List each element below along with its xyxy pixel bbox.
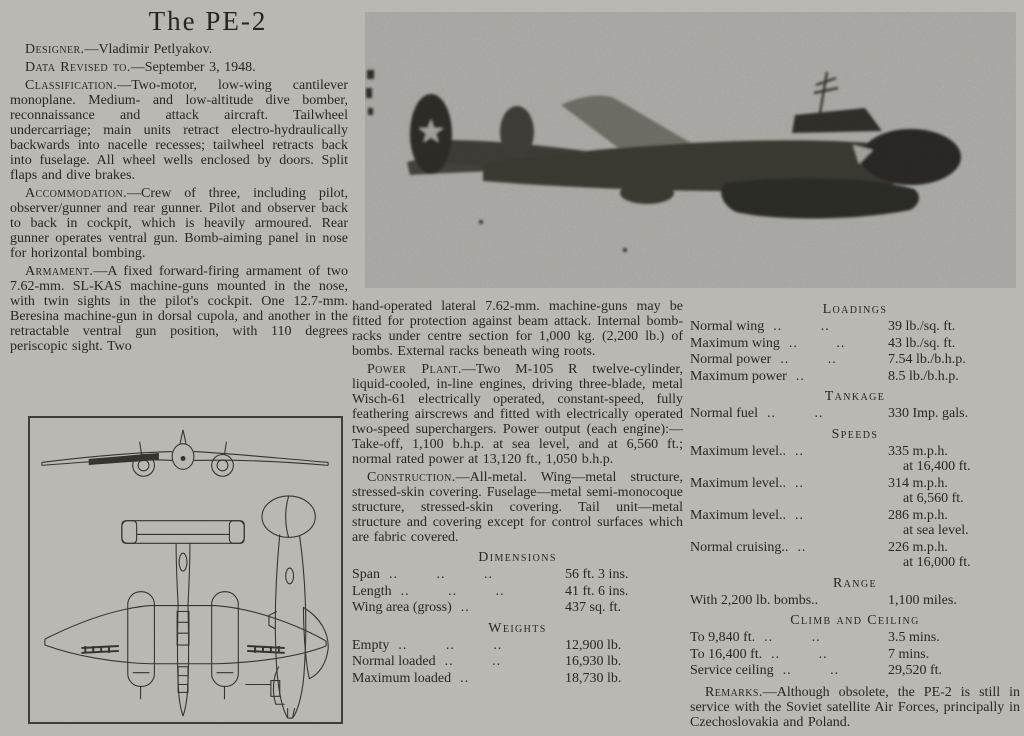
spec-label: Wing area (gross) — [352, 600, 452, 615]
spec-label: Normal fuel — [690, 406, 759, 421]
aircraft-photo-art — [365, 12, 1016, 288]
dot-leaders: .. — [460, 600, 470, 615]
three-view-drawing — [28, 416, 343, 724]
section-heading-climb-and-ceiling: Climb and Ceiling — [790, 613, 920, 628]
dot-leaders: .. .. — [788, 335, 846, 351]
spec-value: 314 m.p.h. at 6,560 ft. — [888, 476, 1020, 507]
spec-label: Maximum level.. — [690, 507, 787, 523]
spec-value: 226 m.p.h. at 16,000 ft. — [888, 540, 1020, 571]
spec-row — [690, 593, 1020, 609]
spec-subvalue: at 16,400 ft. — [903, 459, 971, 474]
spec-label: Service ceiling — [690, 663, 774, 678]
spec-row — [690, 630, 1020, 646]
dot-leaders: .. .. — [773, 319, 830, 334]
spec-value: 39 lb./sq. ft. — [888, 319, 956, 334]
spec-label: Maximum level.. — [690, 475, 787, 491]
spec-row — [690, 319, 1020, 335]
paragraph — [10, 42, 348, 57]
dot-leaders: .. — [795, 475, 805, 491]
middle-column — [352, 299, 683, 687]
spec-label: Normal cruising.. — [690, 539, 789, 555]
spec-row — [352, 567, 683, 583]
spec-label: Empty — [352, 637, 390, 653]
paragraph-body: hand-operated lateral 7.62-mm. machine-guns may be fitted for protection against beam attack. Internal bomb-racks under centre section for 1,000 kg. (2,200 lb.) of bombs. External racks beneath wing roots. — [352, 299, 683, 359]
spec-row — [690, 336, 1020, 352]
paragraph — [352, 362, 683, 467]
spec-value: 56 ft. 3 ins. — [565, 567, 629, 582]
spec-row — [352, 638, 683, 654]
climb-table — [690, 630, 1020, 679]
dot-leaders: .. — [795, 443, 805, 459]
spec-label: Maximum loaded — [352, 670, 452, 686]
dot-leaders: .. — [795, 507, 805, 523]
paragraph-body: —Crew of three, including pilot, observer/gunner and rear gunner. Pilot and observer back to back in cockpit, which is heavily armoured. Rear gunner operates ventral gun. Bomb-aiming panel in nose for horizontal bombing. — [10, 186, 348, 261]
spec-value: 437 sq. ft. — [565, 600, 621, 615]
left-column — [10, 6, 348, 357]
photo-grain — [365, 12, 1016, 288]
paragraph-lead: Designer. — [25, 42, 85, 57]
spec-row — [690, 663, 1020, 679]
right-column — [690, 297, 1020, 733]
spec-value: 16,930 lb. — [565, 654, 622, 669]
spec-row — [352, 584, 683, 600]
spec-subvalue: at 6,560 ft. — [903, 491, 964, 506]
spec-value: 29,520 ft. — [888, 663, 943, 678]
section-heading-weights: Weights — [488, 620, 547, 636]
spec-label: Length — [352, 583, 392, 599]
spec-label: With 2,200 lb. bombs.. — [690, 592, 819, 608]
spec-label: Maximum power — [690, 368, 787, 384]
dot-leaders: .. — [797, 539, 807, 555]
section-heading-speeds: Speeds — [831, 426, 879, 442]
dot-leaders: .. .. — [764, 630, 821, 645]
spec-label: Normal power — [690, 352, 772, 367]
spec-value: 3.5 mins. — [888, 630, 940, 645]
paragraph — [10, 60, 348, 75]
dot-leaders: .. .. .. — [398, 637, 503, 653]
paragraph-body: —Although obsolete, the PE-2 is still in service with the Soviet satellite Air Forces, principally in Czechoslovakia and Poland. — [690, 684, 1020, 730]
spec-label: To 16,400 ft. — [690, 646, 763, 662]
paragraph-body: —Two M-105 R twelve-cylinder, liquid-cooled, in-line engines, driving three-blade, metal Wisch-61 electrically operated, constant-speed, fully feathering airscrews and fitted with electrically operated two-speed superchargers. Power output (each engine):—Take-off, 1,100 b.h.p. at sea level, and at 6,560 ft.; normal rated power at 13,120 ft., 1,050 b.h.p. — [352, 362, 683, 467]
spec-subvalue: at sea level. — [903, 523, 969, 538]
dot-leaders: .. — [795, 368, 805, 384]
paragraph-lead: Remarks. — [705, 684, 763, 700]
remarks-paragraph — [690, 685, 1020, 730]
page-title: The PE-2 — [148, 6, 268, 36]
paragraph — [10, 264, 348, 354]
paragraph — [352, 470, 683, 545]
spec-value: 18,730 lb. — [565, 670, 622, 686]
paragraph-body: —A fixed forward-firing armament of two 7.62-mm. SL-KAS machine-guns mounted in the nose, with twin sights in the pilot's cockpit. One 12.7-mm. Beresina machine-gun in dorsal cupola, and another in the retractable ventral gun position, with 110 degrees periscopic sight. Two — [10, 264, 348, 354]
spec-row — [690, 647, 1020, 663]
spec-value: 7 mins. — [888, 646, 930, 662]
section-heading-range: Range — [832, 575, 878, 591]
spec-label: To 9,840 ft. — [690, 630, 756, 645]
middle-paragraphs — [352, 362, 683, 545]
spec-value: 41 ft. 6 ins. — [565, 583, 629, 599]
spec-row — [690, 508, 1020, 539]
paragraph-lead: Accommodation. — [25, 186, 127, 201]
spec-label: Normal wing — [690, 319, 765, 334]
loadings-table — [690, 319, 1020, 384]
spec-label: Span — [352, 567, 380, 582]
tankage-table — [690, 406, 1020, 422]
spec-value: 7.54 lb./b.h.p. — [888, 352, 966, 367]
dot-leaders: .. .. — [780, 352, 837, 367]
spec-value: 1,100 miles. — [888, 592, 957, 608]
paragraph — [10, 78, 348, 183]
spec-row — [352, 654, 683, 670]
spec-value: 8.5 lb./b.h.p. — [888, 368, 959, 384]
spec-value: 330 Imp. gals. — [888, 406, 969, 421]
dot-leaders: .. .. — [767, 406, 824, 421]
section-heading-tankage: Tankage — [824, 389, 886, 404]
spec-row — [690, 369, 1020, 385]
section-heading-dimensions: Dimensions — [478, 550, 557, 565]
dot-leaders: .. .. .. — [389, 567, 493, 582]
paragraph-body: —September 3, 1948. — [130, 60, 256, 75]
spec-row — [690, 444, 1020, 475]
spec-row — [690, 352, 1020, 368]
dot-leaders: .. — [460, 670, 470, 686]
dot-leaders: .. .. — [782, 663, 840, 678]
paragraph-lead: Armament. — [25, 264, 94, 279]
dimensions-table — [352, 567, 683, 616]
paragraph-body: —Vladimir Petlyakov. — [84, 42, 213, 57]
aircraft-photo — [365, 12, 1016, 288]
spec-value: 43 lb./sq. ft. — [888, 335, 956, 351]
spec-row — [690, 476, 1020, 507]
weights-table — [352, 638, 683, 687]
spec-row — [690, 540, 1020, 571]
spec-row — [690, 406, 1020, 422]
spec-label: Maximum level.. — [690, 443, 787, 459]
spec-label: Maximum wing — [690, 335, 780, 351]
armament-continuation — [352, 299, 683, 359]
left-paragraphs — [10, 42, 348, 354]
range-table — [690, 593, 1020, 609]
paragraph-lead: Classification. — [25, 78, 118, 93]
paragraph-body: —Two-motor, low-wing cantilever monoplane. Medium- and low-altitude dive bomber, reconnaissance and attack aircraft. Tailwheel undercarriage; main units retract electro-hydraulically backwards into nacelle recesses; tailwheel retracts back into fuselage. All wheel wells enclosed by doors. Split flaps and dive brakes. — [10, 78, 348, 183]
spec-row — [352, 600, 683, 616]
dot-leaders: .. .. — [771, 646, 828, 662]
spec-label: Normal loaded — [352, 654, 436, 669]
spec-subvalue: at 16,000 ft. — [903, 555, 971, 570]
section-heading-loadings: Loadings — [822, 302, 888, 317]
spec-value: 335 m.p.h. at 16,400 ft. — [888, 444, 1020, 475]
paragraph-lead: Construction. — [367, 470, 456, 485]
spec-row — [352, 671, 683, 687]
spec-value: 286 m.p.h. at sea level. — [888, 508, 1020, 539]
speeds-table — [690, 444, 1020, 571]
dot-leaders: .. .. .. — [400, 583, 505, 599]
paragraph-lead: Power Plant. — [367, 362, 462, 377]
paragraph-body: —All-metal. Wing—metal structure, stressed-skin covering. Fuselage—metal semi-monocoque structure, stressed-skin covering. Tail unit—metal structure and covering except for control surfaces which are fabric covered. — [352, 470, 683, 545]
three-view-art — [30, 418, 341, 722]
dot-leaders: .. .. — [444, 654, 502, 669]
paragraph-lead: Data Revised to. — [25, 60, 131, 75]
spec-value: 12,900 lb. — [565, 637, 622, 653]
paragraph — [10, 186, 348, 261]
